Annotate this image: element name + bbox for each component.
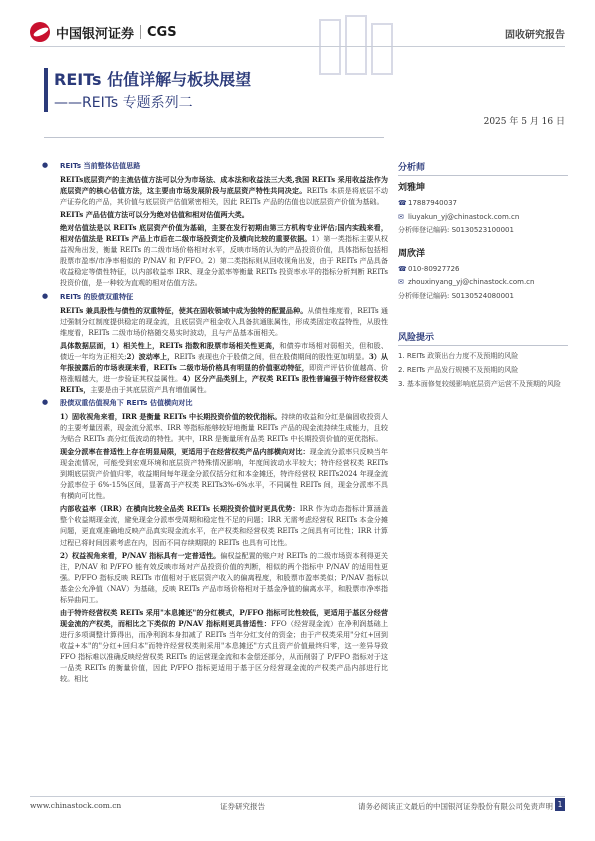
header-divider (30, 46, 565, 47)
logo-cn-text: 中国银河证券 (56, 26, 135, 42)
footer-website-link[interactable]: www.chinastock.com.cn (30, 801, 122, 810)
footer-divider (30, 796, 565, 797)
phone-icon: ☎ (398, 199, 407, 207)
phone-text: 17887940037 (408, 199, 457, 207)
bold-text: 具体数据层面，1）相关性上，REITs 指数和股票市场相关性更高， (60, 340, 280, 350)
paragraph (60, 550, 388, 605)
section-heading: ● REITs 的股债双重特征 (60, 291, 388, 302)
phone-icon: ☎ (398, 264, 407, 273)
report-title: REITs 估值详解与板块展望 (54, 70, 252, 89)
mail-icon: ✉ (398, 278, 404, 286)
footer-disclaimer: 请务必阅读正文最后的中国银河证券股份有限公司免责声明 (358, 802, 553, 811)
paragraph (60, 503, 388, 547)
body-text: 持续的收益和分红是偏固收投资人的主要考量因素，现金流分派率、IRR 等指标能够较好地衡量 REITs 产品的现金流持续生成能力，且较为贴合 REITs 高分红低波动的特性。其中，IRR 是衡量所有品类 REITs 中长期投资价值的更优指标。 (60, 411, 388, 444)
analyst-email[interactable] (398, 211, 568, 225)
risk-item: 1. REITs 政策出台力度不及预期的风险 (398, 352, 519, 360)
phone-text: 010-80927726 (408, 264, 460, 273)
risk-item: 3. 基本面修复较缓影响底层资产运营不及预期的风险 (398, 380, 561, 388)
body-text: REITs 表现也介于股债之间，但在股债期间的股性更加明显。 (174, 351, 369, 361)
bold-text: 1）固收视角来看，IRR 是衡量 REITs 中长期投资价值的较优指标。 (60, 411, 282, 421)
title-divider (44, 137, 384, 138)
logo-divider (140, 25, 141, 39)
bold-text: 绝对估值法是以 REITs 底层资产价值为基础，主要在发行初期由第三方机构专业评估;国内实践来看，相对估值法是 REITs 产品上市后在二级市场投资定价及横向比较的重要依据。 (60, 223, 388, 244)
paragraph (60, 305, 388, 338)
body-text: 即资产评估价值越高、价格涨幅越大，进一步验证其权益属性。 (60, 362, 389, 383)
bold-text: 2）波动率上， (126, 351, 175, 361)
main-content (60, 158, 388, 686)
bold-text: 由于特许经营权类 REITs 采用"本息摊还"的分红模式，P/FFO 指标可比性较低，更适用于基区分经营现金流的产权类，而相比之下类似的 P/NAV 指标则更具普适性： (60, 607, 388, 628)
paragraph (60, 340, 388, 395)
paragraph (60, 174, 388, 207)
analyst-registration: 分析师登记编码: S0130524080001 (398, 291, 514, 300)
risk-panel (398, 330, 568, 392)
analyst-phone (398, 263, 568, 277)
body-text: REITs 本质是将底层不动产证券化的产品，其价值与底层资产估值紧密相关，因此 REITs 产品的估值也以底层资产价值为基础。 (60, 186, 389, 207)
bold-text: REITs 兼具股性与债性的双重特征，使其在固收领域中成为独特的配置品种。 (60, 305, 308, 315)
body-text: IRR 作为动态指标计算涵盖整个收益期现金流，避免现金分派率受周期和稳定性不足的问题；IRR 无需考虑经营权 REITs 本金分摊问题，更直观准确地反映产品真实现金流水平，在产权类和经营权类 REITs 之间具有可比性；IRR 计算过程已将时间因素考虑在内，因而不同存续期限的 REITs 也具有可比性。 (60, 504, 388, 547)
body-text: 现金流分派率只反映当年现金流情况，可能受到宏观环境和底层资产特殊情况影响，年度间波动水平较大；特许经营权类 REITs 到期底层资产价值归零，收益期间每年现金分派仅括分红和本金摊还，特许经营权 REITs2024 年现金流分派率位于 6%-15%区间，显著高于产权类 REITs3%-6%水平，不同属性 REITs 间，现金分派率不具有横向可比性。 (60, 447, 388, 501)
bold-text: REITs 产品估值方法可以分为绝对估值和相对估值两大类。 (60, 210, 249, 220)
analyst-panel-title: 分析师 (398, 160, 568, 176)
report-subtitle: ——REITs 专题系列二 (54, 95, 193, 111)
bold-text: 2）权益视角来看，P/NAV 指标具有一定普适性。 (60, 550, 221, 560)
analyst-email[interactable] (398, 276, 568, 290)
body-text: FFO（经营现金流）在净利润基础上进行多项调整计算得出，而净利润本身扣减了 REITs 当年分红支付的资金；由于产权类采用"分红+回到收益+本"的"分红+回归本"而特许经营权类则采用"本息摊还"方式且资产价值最终归零，这一差异导致 FFO 指标难以准确反映经营权类 REITs 的运营现金流和本金偿还部分，从而削弱了 P/FFO 指标对于这一品类 REITs 的衡量价值，因此 P/FFO 指标更适用于基于区分经营现金流的产权类产品内部进行比较。相比 (60, 618, 388, 684)
brand-logo (30, 22, 177, 42)
body-text: 和债券市场相对弱相关，但和股、债近一年均为正相关; (60, 340, 388, 361)
logo-en-text: CGS (147, 24, 177, 40)
bold-text: 现金分派率在普适性上存在明显局限，更适用于在经营权类产品内部横向对比： (60, 447, 310, 457)
paragraph (60, 209, 388, 220)
email-text[interactable]: zhouxinyang_yj@chinastock.com.cn (408, 278, 535, 286)
page-number: 1 (555, 798, 565, 811)
risk-panel-title: 风险提示 (398, 330, 568, 346)
risk-item: 2. REITs 产品发行规模不及预期的风险 (398, 366, 519, 374)
analyst-name: 周欣洋 (398, 248, 426, 259)
body-text: 偏权益配置的账户对 REITs 的二级市场资本利得更关注，P/NAV 和 P/FFO 能有效反映市场对产品投资价值的判断，相似的两个指标中 P/NAV 的适用性更强。P/FFO 指标反映 REITs 市值相对于底层资产收入的偏离程度，和股票市盈率类似；P/NAV 指标以基金公允净值（NAV）为基础，反映 REITs 产品市场价格相对于基金净值的偏离水平，和股票市净率指标异曲同工。 (60, 550, 389, 604)
section-heading: ● 股债双重估值视角下 REITs 估值横向对比 (60, 397, 388, 408)
mail-icon: ✉ (398, 212, 404, 221)
paragraph (60, 411, 388, 444)
analyst-registration: 分析师登记编码: S0130523100001 (398, 226, 514, 234)
section-heading: ● REITs 当前整体估值思路 (60, 160, 388, 171)
cgs-watermark-icon (310, 12, 400, 82)
email-text[interactable]: liuyakun_yj@chinastock.com.cn (408, 212, 520, 221)
body-text: 1）第一类指标主要从权益视角出发，衡量 REITs 的二级市场价格相对水平，反映市场的认为的产品投资价值，具体指标包括相股票市盈率/市净率相似的 P/NAV 和 P/FFO。2）第二类指标则从回收视角出发，由于 REITs 产品具备收益稳定等债性特征，以内部收益率 IRR、现金分派率等衡量 REITs 投资率水平的指标分析判断 REITs 投资价值，是一种较为直观的相对估值方法。 (60, 234, 389, 288)
analyst-phone (398, 197, 568, 211)
report-date: 2025 年 5 月 16 日 (483, 117, 565, 127)
bold-text: 4）区分产品类别上，产权类 REITs 股性普遍强于特许经营权类 REITs， (60, 373, 388, 394)
bold-text: 内部收益率（IRR）在横向比较全品类 REITs 长期投资价值时更具优势： (60, 504, 300, 514)
report-type: 固收研究报告 (505, 30, 565, 41)
body-text: 主要是由于其底层资产具有增值属性。 (90, 384, 211, 394)
galaxy-logo-icon (30, 22, 50, 42)
footer-center-label: 证券研究报告 (220, 802, 265, 811)
body-text: 从债性维度看，REITs 通过强制分红制度提供稳定的现金流，且底层资产租金收入具备抗通胀属性，形成类固定收益特性，从股性维度看，REITs 二级市场价格随交易实时波动，且与产品基本面相关。 (60, 305, 388, 337)
paragraph (60, 607, 388, 684)
title-accent-bar (44, 68, 48, 112)
bold-text: REITs底层资产的主流估值方法可以分为市场法、成本法和收益法三大类,我国 REITs 采用收益法作为底层资产的核心估值方法，这主要由市场发展阶段与底层资产特性共同决定。 (60, 175, 388, 196)
analyst-panel (398, 160, 568, 303)
paragraph (60, 446, 388, 501)
bold-text: 3）从年报披露后的市场表现来看，REITs 二级市场价格具有明显的价值驱动特征， (60, 351, 389, 372)
analyst-name: 刘雅坤 (398, 183, 426, 193)
paragraph (60, 222, 388, 288)
